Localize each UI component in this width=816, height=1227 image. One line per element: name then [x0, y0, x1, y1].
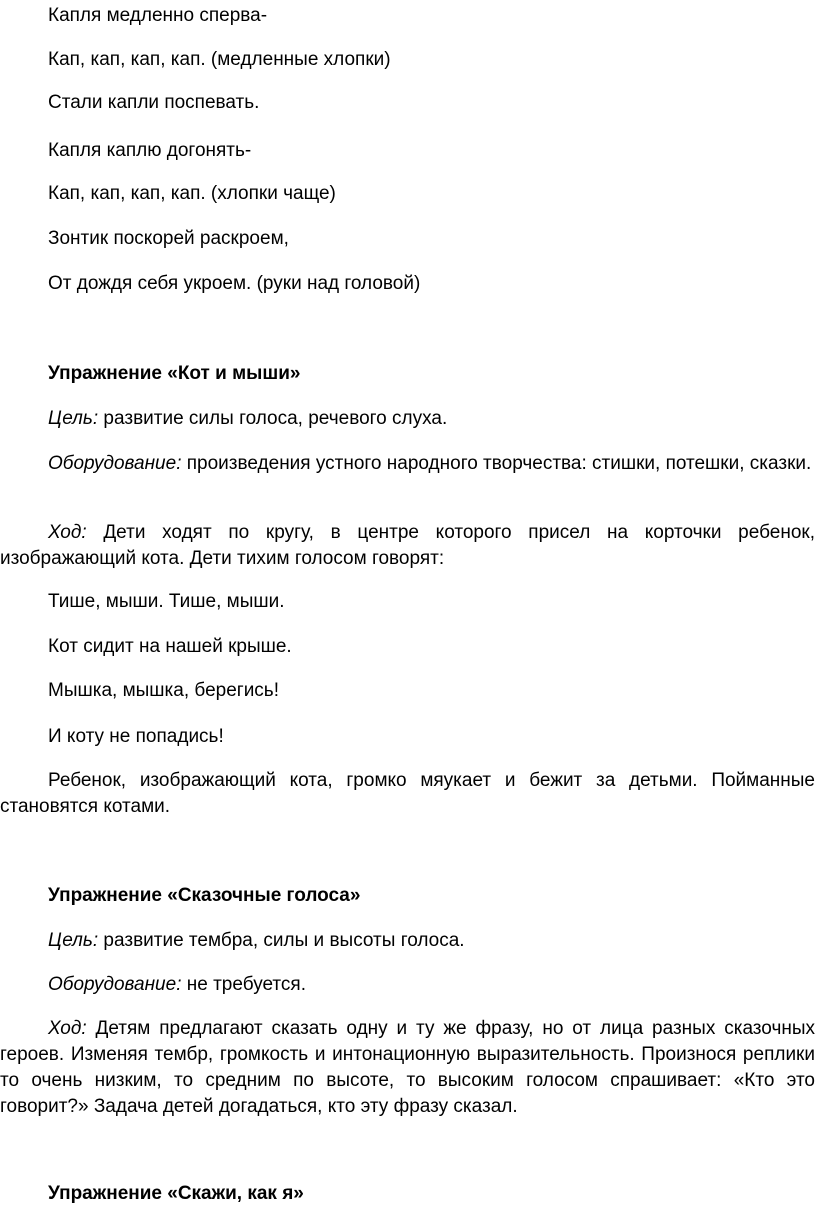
verse-line: Капля каплю догонять-	[48, 140, 252, 161]
exercise-heading: Упражнение «Сказочные голоса»	[48, 885, 361, 906]
procedure-label: Ход:	[48, 522, 87, 543]
procedure-text: Детям предлагают сказать одну и ту же фразу, но от лица разных сказочных героев. Изменяя тембр, громкость и интонационную выразительность. Произнося реплики то очень низким, то средним по высоте, то высоким голосом спрашивает: «Кто это говорит?» Задача детей догадаться, кто эту фразу сказал.	[0, 1018, 815, 1117]
goal-text: развитие тембра, силы и высоты голоса.	[98, 930, 465, 951]
goal-label: Цель:	[48, 408, 99, 429]
goal-text: развитие силы голоса, речевого слуха.	[98, 408, 448, 429]
closing-paragraph: Ребенок, изображающий кота, громко мяукает и бежит за детьми. Пойманные становятся котами.	[0, 770, 815, 817]
exercise-heading: Упражнение «Скажи, как я»	[48, 1183, 304, 1204]
procedure-paragraph	[0, 1016, 815, 1120]
verse-line: Кап, кап, кап, кап. (хлопки чаще)	[48, 183, 336, 204]
goal-paragraph	[48, 929, 465, 953]
procedure-text: Дети ходят по кругу, в центре которого присел на корточки ребенок, изображающий кота. Дети тихим голосом говорят:	[0, 522, 815, 569]
equipment-text: произведения устного народного творчества: стишки, потешки, сказки.	[181, 453, 812, 474]
procedure-paragraph	[0, 520, 815, 572]
verse-line: Мышка, мышка, берегись!	[48, 680, 279, 701]
equipment-paragraph	[48, 973, 306, 997]
equipment-label: Оборудование:	[48, 453, 182, 474]
verse-line: Тише, мыши. Тише, мыши.	[48, 591, 285, 612]
equipment-text: не требуется.	[181, 974, 306, 995]
verse-line: Кап, кап, кап, кап. (медленные хлопки)	[48, 49, 391, 70]
procedure-label: Ход:	[48, 1018, 87, 1039]
verse-line: Стали капли поспевать.	[48, 92, 260, 113]
equipment-paragraph	[0, 451, 815, 477]
verse-line: И коту не попадись!	[48, 726, 224, 747]
verse-line: От дождя себя укроем. (руки над головой)	[48, 273, 421, 294]
goal-paragraph	[48, 407, 447, 431]
equipment-label: Оборудование:	[48, 974, 182, 995]
verse-line: Кот сидит на нашей крыше.	[48, 636, 292, 657]
verse-line: Зонтик поскорей раскроем,	[48, 228, 289, 249]
verse-line: Капля медленно сперва-	[48, 5, 268, 26]
exercise-heading: Упражнение «Кот и мыши»	[48, 363, 301, 384]
goal-label: Цель:	[48, 930, 99, 951]
